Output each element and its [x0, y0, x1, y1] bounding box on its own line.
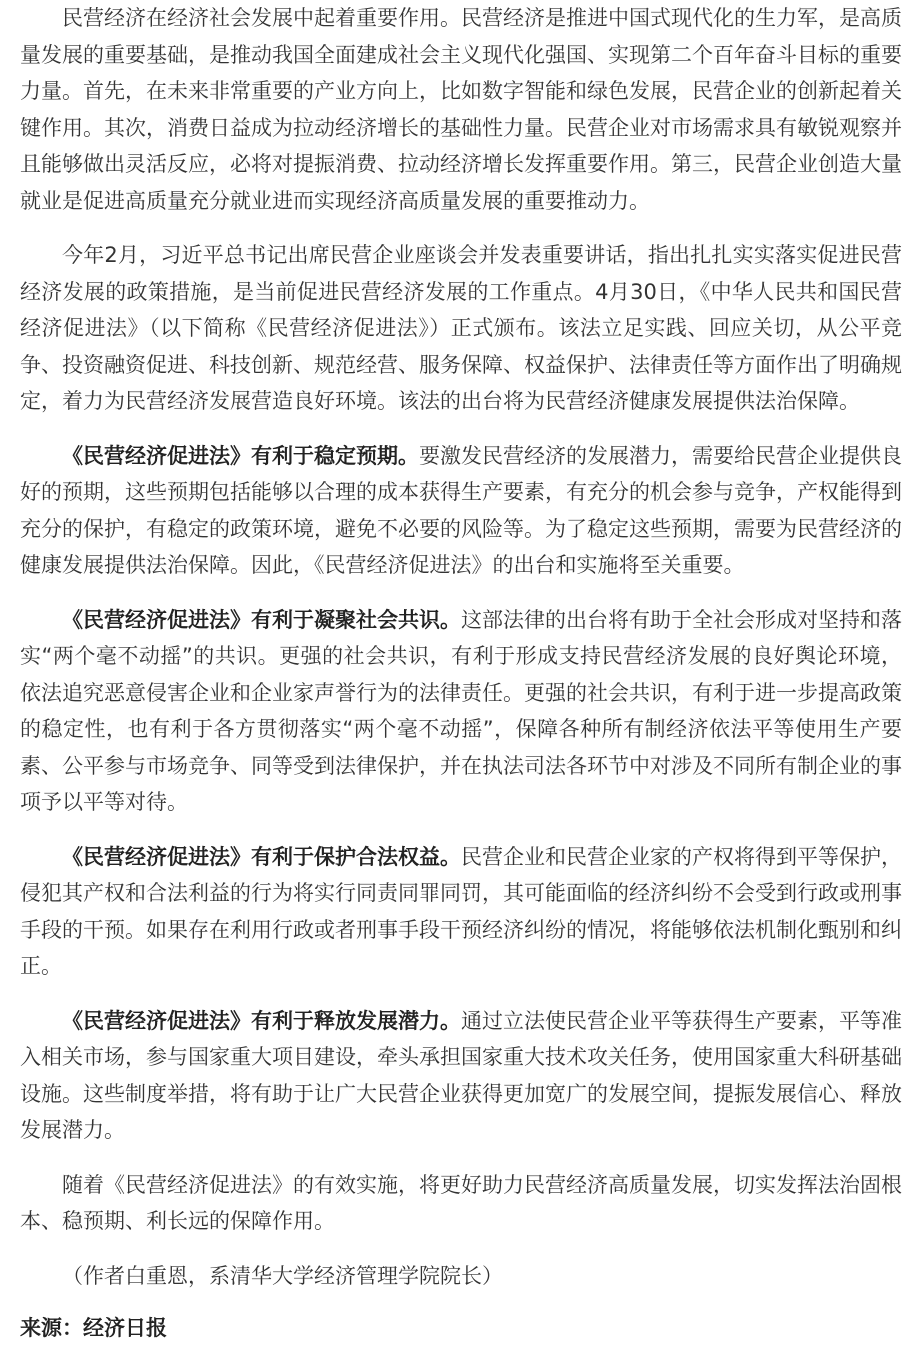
paragraph-text: 随着《民营经济促进法》的有效实施，将更好助力民营经济高质量发展，切实发挥法治固根本、稳预期、利长远的保障作用。: [20, 1172, 902, 1233]
source-line: 来源：经济日报: [20, 1316, 167, 1340]
paragraph-lead: 《民营经济促进法》有利于释放发展潜力。: [62, 1008, 461, 1033]
article-paragraph-1: [20, 0, 902, 219]
author-note: （作者白重恩，系清华大学经济管理学院院长）: [62, 1263, 503, 1288]
paragraph-lead: 《民营经济促进法》有利于保护合法权益。: [62, 844, 461, 869]
paragraph-text: 通过立法使民营企业平等获得生产要素，平等准入相关市场，参与国家重大项目建设，牵头承担国家重大技术攻关任务，使用国家重大科研基础设施。这些制度举措，将有助于让广大民营企业获得更加宽广的发展空间，提振发展信心、释放发展潜力。: [20, 1008, 902, 1142]
article-paragraph-5: [20, 839, 902, 985]
paragraph-text: 民营企业和民营企业家的产权将得到平等保护，侵犯其产权和合法利益的行为将实行同责同罪同罚，其可能面临的经济纠纷不会受到行政或刑事手段的干预。如果存在利用行政或者刑事手段干预经济纠纷的情况，将能够依法机制化甄别和纠正。: [20, 844, 902, 978]
article-paragraph-7: [20, 1167, 902, 1240]
article-paragraph-3: [20, 438, 902, 584]
paragraph-text: 民营经济在经济社会发展中起着重要作用。民营经济是推进中国式现代化的生力军，是高质量发展的重要基础，是推动我国全面建成社会主义现代化强国、实现第二个百年奋斗目标的重要力量。首先，在未来非常重要的产业方向上，比如数字智能和绿色发展，民营企业的创新起着关键作用。其次，消费日益成为拉动经济增长的基础性力量。民营企业对市场需求具有敏锐观察并且能够做出灵活反应，必将对提振消费、拉动经济增长发挥重要作用。第三，民营企业创造大量就业是促进高质量充分就业进而实现经济高质量发展的重要推动力。: [20, 6, 902, 213]
paragraph-text: 要激发民营经济的发展潜力，需要给民营企业提供良好的预期，这些预期包括能够以合理的成本获得生产要素，有充分的机会参与竞争，产权能得到充分的保护，有稳定的政策环境，避免不必要的风险等。为了稳定这些预期，需要为民营经济的健康发展提供法治保障。因此，《民营经济促进法》的出台和实施将至关重要。: [20, 443, 902, 577]
paragraph-text: 这部法律的出台将有助于全社会形成对坚持和落实“两个毫不动摇”的共识。更强的社会共识，有利于形成支持民营经济发展的良好舆论环境，依法追究恶意侵害企业和企业家声誉行为的法律责任。更强的社会共识，有利于进一步提高政策的稳定性，也有利于各方贯彻落实“两个毫不动摇”，保障各种所有制经济依法平等使用生产要素、公平参与市场竞争、同等受到法律保护，并在执法司法各环节中对涉及不同所有制企业的事项予以平等对待。: [20, 607, 902, 814]
paragraph-lead: 《民营经济促进法》有利于稳定预期。: [62, 443, 419, 468]
article-paragraph-6: [20, 1003, 902, 1149]
article-paragraph-4: [20, 602, 902, 821]
article-paragraph-2: [20, 237, 902, 420]
paragraph-text: 今年2月，习近平总书记出席民营企业座谈会并发表重要讲话，指出扎扎实实落实促进民营经济发展的政策措施，是当前促进民营经济发展的工作重点。4月30日，《中华人民共和国民营经济促进法》（以下简称《民营经济促进法》）正式颁布。该法立足实践、回应关切，从公平竞争、投资融资促进、科技创新、规范经营、服务保障、权益保护、法律责任等方面作出了明确规定，着力为民营经济发展营造良好环境。该法的出台将为民营经济健康发展提供法治保障。: [20, 243, 902, 413]
paragraph-lead: 《民营经济促进法》有利于凝聚社会共识。: [62, 607, 461, 632]
